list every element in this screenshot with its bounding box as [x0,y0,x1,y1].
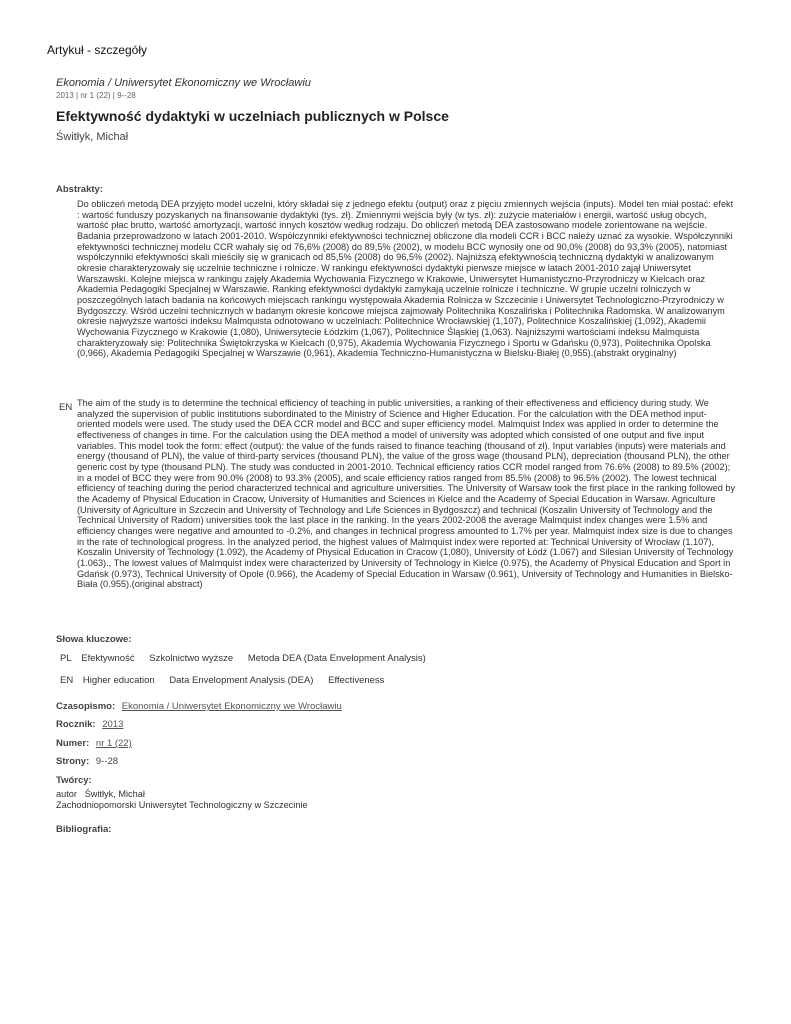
keywords-en-lang-code: EN [60,675,74,686]
meta-pages-label: Strony: [56,756,90,767]
meta-year-row [56,719,123,730]
issue-info: 2013 | nr 1 (22) | 9--28 [56,91,136,100]
meta-number-link[interactable]: nr 1 (22) [95,738,132,749]
keywords-pl-row [60,653,438,664]
keyword-item[interactable]: Metoda DEA (Data Envelopment Analysis) [247,653,426,664]
abstract-en-text: The aim of the study is to determine the technical efficiency of teaching in public universities, a ranking of their effectiveness and efficiency during study. We analyzed the supervision of public institutions subordinated to the Ministry of Science and Higher Education. For the calculation with the DEA method input-oriented models were used. The study used the DEA CCR model and BCC and super efficiency model. Malmquist Index was applied in order to determine the effectiveness of changes in time. For the calculation using the DEA method a model of university was adopted which consisted of one output and five input variables. This model took the form: effect (output): the value of the funds raised to finance teaching (thousand of zł). Input variables (inputs) were materials and energy (thousand of PLN), the value of third-party services (thousand PLN), the value of the gross wage (thousand PLN), depreciation (thousand PLN), the other generic cost by type (thousand PLN). The study was conducted in 2001-2010. Technical efficiency ratios CCR model ranged from 76.6% (2008) to 89.5% (2002); in a model of BCC they were from 90.0% (2008) to 93.3% (2005), and scale efficiency ratios ranged from 85.5% (2008) to 96.5% (2002). The lowest technical efficiency of teaching during the period characterized technical and agriculture universities. The University of Warsaw took the first place in the ranking followed by the Academy of Physical Education in Cracow, University of Humanities and Sciences in Kielce and the Academy of Special Education in Warsaw. Agriculture (University of Agriculture in Szczecin and University of Technology and Life Sciences in Bydgoszcz) and technical (Koszalin University of Technology and the Technical University of Radom) universities took the last place in the ranking. In the years 2002-2008 the average Malmquist index changes were 1.5% and efficiency changes were negative and amounted to -0.2%, and changes in technical progress amounted to 1.7% per year. Malmquist index size is due to changes in the rate of technological progress. In the analyzed period, the highest values of Malmquist index were reported at: Technical University of Wrocław (1.107), Koszalin University of Technology (1.092), the Academy of Physical Education in Cracow (1,080), University of Łódź (1.067) and Silesian University of Technology (1.063)., The lowest values of Malmquist index were characterized by University of Technology in Kielce (0.975), the Academy of Physical Education and Sport in Gdańsk (0.973), Technical University of Opole (0.966), the Academy of Special Education in Warsaw (0.961), University of Technology and Humanities in Bielsko-Biała (0.955).(original abstract) [77,398,736,590]
keyword-item[interactable]: Efektywność [81,653,135,664]
article-authors: Świtłyk, Michał [56,131,129,143]
keyword-item[interactable]: Szkolnictwo wyższe [149,653,234,664]
keywords-en-row [60,675,396,686]
meta-number-label: Numer: [56,738,90,749]
meta-number-row [56,738,132,749]
keywords-pl-lang-code: PL [60,653,72,664]
meta-journal-row [56,701,342,712]
creator-entry [56,789,145,799]
meta-journal-link[interactable]: Ekonomia / Uniwersytet Ekonomiczny we Wrocławiu [121,701,342,712]
keyword-item[interactable]: Data Envelopment Analysis (DEA) [169,675,314,686]
article-title: Efektywność dydaktyki w uczelniach publicznych w Polsce [56,108,449,124]
abstracts-label: Abstrakty: [56,184,103,195]
abstract-en-lang-code: EN [59,402,73,413]
keywords-label: Słowa kluczowe: [56,634,132,645]
keyword-item[interactable]: Effectiveness [328,675,385,686]
meta-year-link[interactable]: 2013 [102,719,124,730]
journal-name: Ekonomia / Uniwersytet Ekonomiczny we Wrocławiu [56,77,311,89]
creators-label: Twórcy: [56,775,92,786]
bibliography-label: Bibliografia: [56,824,112,835]
meta-journal-label: Czasopismo: [56,701,116,712]
keyword-item[interactable]: Higher education [82,675,155,686]
page-heading: Artykuł - szczegóły [47,43,148,57]
abstract-pl-text: Do obliczeń metodą DEA przyjęto model uczelni, który składał się z jednego efektu (output) oraz z pięciu zmiennych wejścia (inputs). Model ten miał postać: efekt : wartość funduszy pozyskanych na finansowanie dydaktyki (tys. zł). Zmiennymi wejścia były (w tys. zł): zużycie materiałów i energii, wartość usług obcych, wartość płac brutto, wartość amortyzacji, wartość innych kosztów według rodzaju. Do obliczeń metodą DEA zastosowano modele zorientowane na wejście. Badania przeprowadzono w latach 2001-2010. Współczynniki efektywności technicznej obliczone dla modeli CCR i BCC należy uznać za wysokie. Współczynniki efektywności technicznej modelu CCR wahały się od 76,6% (2008) do 89,5% (2002), w modelu BCC wynosiły one od 90,0% (2008) do 93,3% (2005), natomiast współczynniki efektywności skali mieściły się w granicach od 85,5% (2008) do 96,5% (2002). Najniższą efektywnością techniczną dydaktyki w analizowanym okresie charakteryzowały się uczelnie techniczne i rolnicze. W rankingu efektywności dydaktyki pierwsze miejsce w latach 2001-2010 zajął Uniwersytet Warszawski. Kolejne miejsca w rankingu zajęły Akademia Wychowania Fizycznego w Krakowie, Uniwersytet Humanistyczno-Przyrodniczy w Kielcach oraz Akademia Pedagogiki Specjalnej w Warszawie. Ranking efektywności dydaktyki zamykają uczelnie rolnicze i techniczne. W grupie uczelni rolniczych w poszczególnych latach badania na końcowych miejscach rankingu występowała Akademia Rolnicza w Szczecinie i Uniwersytet Technologiczno-Przyrodniczy w Bydgoszczy. Wśród uczelni technicznych w badanym okresie końcowe miejsca zajmowały Politechnika Koszalińska i Politechnika Radomska. W analizowanym okresie najwyższe wartości indeksu Malmquista odnotowano w uczelniach: Politechnice Wrocławskiej (1,107), Politechnice Koszalińskiej (1,092), Akademii Wychowania Fizycznego w Krakowie (1,080), Uniwersytecie Łódzkim (1,067), Politechnice Śląskiej (1,063). Najniższymi wartościami indeksu Malmquista charakteryzowały się: Politechnika Świętokrzyska w Kielcach (0,975), Akademia Wychowania Fizycznego i Sportu w Gdańsku (0,973), Politechnika Opolska (0,966), Akademia Pedagogiki Specjalnej w Warszawie (0,961), Akademia Techniczno-Humanistyczna w Bielsku-Białej (0,955).(abstrakt oryginalny) [77,199,734,359]
creator-name: Świtłyk, Michał [84,789,145,799]
meta-pages-row [56,756,118,767]
meta-pages-value: 9--28 [95,756,119,767]
creator-role: autor [56,789,77,799]
meta-year-label: Rocznik: [56,719,96,730]
creator-affiliation: Zachodniopomorski Uniwersytet Technologiczny w Szczecinie [56,800,308,810]
